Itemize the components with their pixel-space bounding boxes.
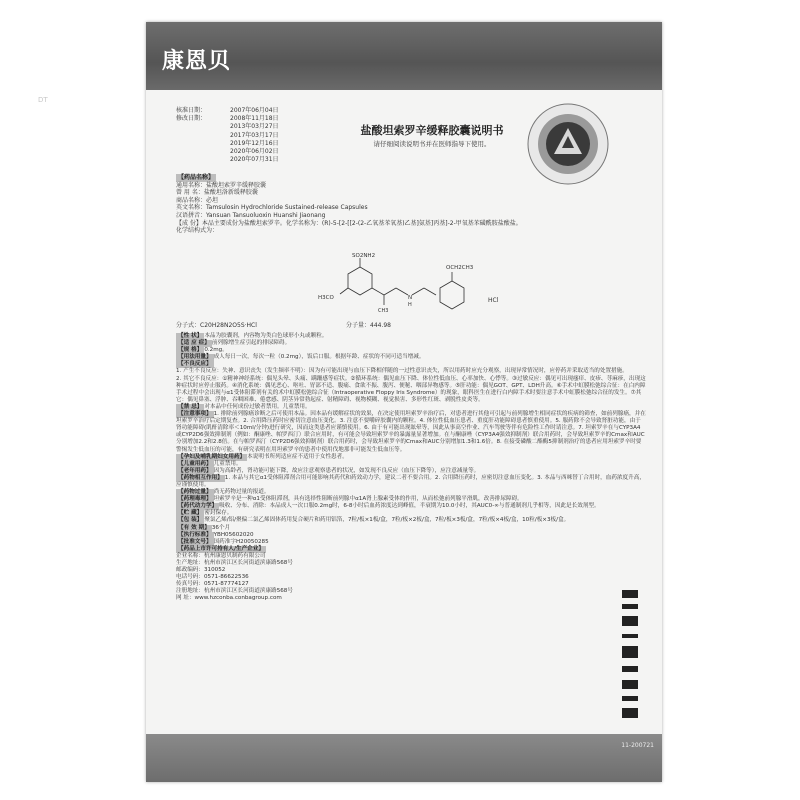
date-row: 2020年06月02日 <box>230 148 279 156</box>
instructions-body <box>176 333 646 603</box>
section-paragraph: 【药代动力学】 吸收、分布、消除：本品成人一次口服0.2mg时，6-8小时后血药浓度达到峰值，半衰期为10.0小时，其AUC0-∞与普通制剂几乎相等，因此是长效剂型。 <box>178 503 600 510</box>
section-paragraph: 1. 产生不良反应：失神、意识丧失（发生频率不明）：因为有可能出现与血压下降相伴随的一过性意识丧失，所以用药时应充分观察，出现异常情况时，应停药并采取适当的处置措施。 <box>176 368 628 375</box>
section-paragraph: 注册地址：杭州市滨江区长河街道滨康路568号 <box>176 588 293 595</box>
molecular-weight: 分子量：444.98 <box>346 322 391 329</box>
date-row: 2017年03月17日 <box>230 131 279 139</box>
structure-so2nh2: SO2NH2 <box>352 253 376 259</box>
section-paragraph: 【包 装】 聚氯乙烯/铝/聚偏二氯乙烯固体药用复合硬片和药用铝箔，7粒/板×1板/盒，7粒/板×2板/盒，7粒/板×3板/盒，7粒/板×4板/盒，10粒/板×3板/盒。 <box>178 517 570 524</box>
section-paragraph: 【贮 藏】 密封保存。 <box>178 510 233 517</box>
brand-banner <box>146 22 662 90</box>
footer-band <box>146 734 662 782</box>
section-paragraph: 【药物过量】 尚无药物过量的报道。 <box>178 489 270 496</box>
section-paragraph: 【性 状】 本品为胶囊剂，内容物为类白色球形小丸或颗粒。 <box>178 333 328 339</box>
package-insert-sheet <box>146 22 662 782</box>
brand-logo: 康恩贝 <box>162 49 232 74</box>
document-subtitle: 请仔细阅读说明书并在医师指导下使用。 <box>373 140 491 148</box>
section-paragraph: 生产地址：杭州市滨江区长河街道滨康路568号 <box>176 560 293 566</box>
approval-dates <box>176 107 279 164</box>
section-paragraph: 【孕妇及哺乳期妇女用药】 本说明书所列适应症不适用于女性患者。 <box>178 453 348 460</box>
section-paragraph: 【有 效 期】 36个月 <box>178 524 231 531</box>
structure-och2ch3: OCH2CH3 <box>446 265 474 271</box>
section-paragraph: 【药物相互作用】 1. 本品与其它α1受体阻滞剂合用可能影响其药代和药效动力学，建议二者不要合用。2. 合用降压药时，应密切注意血压变化。3. 本品与西咪替丁合用时，血药浓度升高，应谨慎使用。 <box>176 474 645 488</box>
section-paragraph: 企业名称：杭州康恩贝制药有限公司 <box>176 552 266 559</box>
structure-h3co: H3CO <box>318 295 334 301</box>
section-paragraph: 2. 其它不良反应：①精神神经系统：偶见头晕、头痛、蹒跚感等症状。②循环系统：偶见血压下降、体位性低血压、心率加快、心悸等。③过敏反应：偶见可出现瘙痒、皮疹、荨麻疹，出现这种症状时应停止服药。④消化系统：偶见恶心、呕吐、胃部不适、腹痛、食欲不振、腹泻、便秘、咽部异物感等。⑤肝功能：偶见GOT、GPT、LDH升高。⑥手术中虹膜松弛综合征：在白内障手术过程中会出现与α1受体阻滞剂有关的术中虹膜松弛综合征（Intraoperative Floppy Iris Syndrome）的现象，眼科医生在进行白内障手术时要注意手术中虹膜松弛综合征的发生。⑦其它：偶见鼻塞、浮肿、吞咽困难、倦怠感、阴茎异常勃起症、射精障碍、视物模糊、视觉损害、多形性红斑、剥脱性皮炎等。 <box>176 375 646 403</box>
molecular-formula: 分子式：C20H28N2O5S·HCl <box>176 322 257 329</box>
section-paragraph: 【老年用药】 因为高龄者，肾功能可能下降，故应注意观察患者的状况，如发现不良反应（血压下降等），应注意减量等。 <box>178 467 480 474</box>
document-title: 盐酸坦索罗辛缓释胶囊说明书 <box>360 124 504 137</box>
section-paragraph: 【适 应 症】 前列腺增生症引起的排尿障碍。 <box>178 340 291 347</box>
section-paragraph: 【执行标准】 YBH05602020 <box>178 531 254 538</box>
structure-nh: N <box>408 295 413 301</box>
structure-h: H <box>408 302 412 308</box>
date-row: 核准日期： 2007年06月04日 <box>176 107 279 114</box>
section-paragraph: 【药理毒理】 坦索罗辛是一种α1受体阻滞剂，具有选择性阻断前列腺中α1A肾上腺素受体的作用，从而松弛前列腺平滑肌，改善排尿障碍。 <box>178 496 523 503</box>
section-paragraph: 【禁 忌】 对本品中任何成份过敏者禁用。儿童禁用。 <box>178 403 311 410</box>
date-row: 2019年12月16日 <box>230 139 279 147</box>
watermark: DT <box>38 96 48 104</box>
date-row: 修改日期： 2008年11月18日 <box>176 115 279 123</box>
ingredients: 【成 份】本品主要成份为盐酸坦索罗辛。化学名称为：(R)-5-[2-[[2-(2-乙氧基苯氧基)乙基]氨基]丙基]-2-甲氧基苯磺酰胺盐酸盐。 <box>176 219 522 227</box>
structure-hcl: HCl <box>488 297 499 304</box>
section-paragraph: 【不良反应】 <box>178 361 212 368</box>
structure-label: 化学结构式为： <box>176 227 219 235</box>
section-paragraph: 【规 格】 0.2mg。 <box>178 347 228 354</box>
chemical-structure <box>316 252 516 320</box>
drug-name-section: 【药品名称】 通用名称：盐酸坦索罗辛缓释胶囊 曾 用 名：盐酸坦洛新缓释胶囊 商品名称：必坦 英文名称：Tamsulosin Hydrochloride Sustained-release Capsules 汉语拼音：Yansuan Tansuoluoxin Huanshi Jiaonang 【成 份】本品主要成份为盐酸坦索罗辛。化学名称为：(R)-5-[2-[[2-(2-乙氧基苯氧基)乙基]氨基]丙基]-2-甲氧基苯磺酰胺盐酸盐。 化学结构式为： <box>176 174 522 235</box>
section-paragraph: 【药品上市许可持有人/生产企业】 <box>178 545 264 552</box>
print-registration-bar <box>622 590 638 718</box>
section-paragraph: 【用法用量】 成人每日一次，每次一粒（0.2mg），饭后口服。根据年龄、症状的不同可适当增减。 <box>178 354 425 361</box>
section-paragraph: 邮政编码：310052 <box>176 567 226 574</box>
section-paragraph: 【批准文号】 国药准字H20050285 <box>178 538 269 545</box>
date-row: 2013年03月27日 <box>230 123 279 131</box>
section-paragraph: 传真号码：0571-87774127 <box>176 581 249 588</box>
date-row: 2020年07月31日 <box>230 156 279 164</box>
section-paragraph: 【注意事项】 1. 排除前列腺癌诊断之后可使用本品。因本品有缓解症状的效果，在决定使用坦索罗辛治疗后，对患者进行其他可引起与前列腺增生相同症状的疾病的筛查，如前列腺癌，并在坦索罗辛治疗后定期复查。2. 合用降压药时应密切注意血压变化。3. 注意不要嚼碎胶囊内的颗粒。4. 体位性低血压患者、重度肝功能障碍患者慎重使用。5. 服药除不会导致肾脏功能，由于肾功能障碍(肌酐清除率＜10ml/分钟)进行研究，因而这类患者应谨慎使用。6. 由于有可能出现眩晕等，因此从事高空作业、汽车驾驶等伴有危险性工作时请注意。7. 坦索罗辛在与CYP3A4或CYP2D6强效抑制剂（例如：酮康唑、帕罗西汀）联合应用时，有可能会导致坦索罗辛的暴露量显著增加。在与酮康唑（CYP3A4强效抑制剂）联合用药时，会导致坦索罗辛的Cmax和AUC分别增加2.2和2.8倍。在与帕罗西汀（CYP2D6强效抑制剂）联合用药时，会导致坦索罗辛的Cmax和AUC分别增加1.3和1.6倍。8. 在接受磷酸二酯酶5抑制剂治疗的患者应用坦索罗辛时要警惕发生低血压的可能，有研究表明在用坦索罗辛的患者中使用伐地那非可能发生低血压等。 <box>176 411 646 453</box>
print-code: 11-200721 <box>621 742 654 749</box>
structure-ch3: CH3 <box>378 308 389 314</box>
section-paragraph: 【儿童用药】 儿童禁用。 <box>178 460 242 467</box>
section-paragraph: 网 址：www.hzconba.conbagroup.com <box>176 595 282 602</box>
section-paragraph: 电话号码：0571-86622536 <box>176 574 249 581</box>
